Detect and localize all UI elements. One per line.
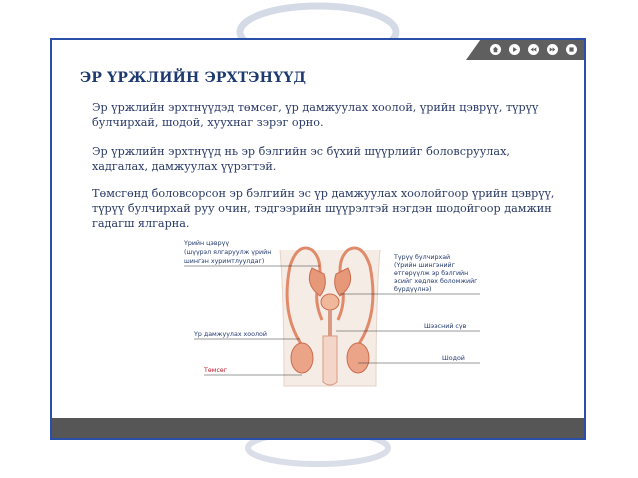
prostate	[321, 294, 339, 310]
stop-button[interactable]	[566, 44, 577, 55]
label-seminal-vesicle-desc-2: шингэн хуримтлуулдаг)	[184, 258, 265, 265]
reproductive-diagram	[180, 236, 486, 390]
label-seminal-vesicle: Үрийн цэврүү	[184, 240, 230, 247]
testis-right	[347, 343, 369, 373]
bottom-bar	[52, 418, 584, 438]
home-icon	[492, 46, 499, 53]
paragraph-2: Эр үржлийн эрхтнүүд нь эр бэлгийн эс бүхий шүүрлийг боловсруулах, хадгалах, дамжуулах үүрэгтэй.	[92, 145, 510, 173]
label-seminal-vesicle-desc-1: (шүүрэл ялгаруулж үрийн	[184, 249, 272, 256]
label-testis: Төмсөг	[204, 367, 228, 374]
label-prostate-desc-4: бүрдүүлнэ)	[394, 286, 432, 293]
label-prostate: Түрүү булчирхай	[394, 254, 451, 261]
paragraph-3: Төмсгөнд боловсорсон эр бэлгийн эс үр дамжуулах хоолойгоор үрийн цэврүү, түрүү булчирхай руу очин, тэдгээрийн шүүрэлтэй нэгдэн шодойгоор дамжин гадагш ялгарна.	[92, 187, 555, 230]
home-button[interactable]	[490, 44, 501, 55]
label-penis: Шодой	[442, 355, 465, 362]
label-prostate-desc-3: эсийг хөдлөх боломжийг	[394, 278, 478, 285]
penis	[323, 336, 337, 385]
play-button[interactable]	[509, 44, 520, 55]
label-prostate-desc-2: өтгөрүүлж эр бэлгийн	[394, 270, 469, 277]
testis-left	[291, 343, 313, 373]
fast-forward-button[interactable]	[547, 44, 558, 55]
paragraph-1: Эр үржлийн эрхтнүүдэд төмсөг, үр дамжуулах хоолой, үрийн цэврүү, түрүү булчирхай, шодой, хуухнаг зэрэг орно.	[92, 101, 539, 129]
slide-window	[50, 38, 586, 440]
stop-icon	[568, 46, 575, 53]
fast-forward-icon	[549, 46, 556, 53]
label-prostate-desc-1: (Үрийн шингэнийг	[394, 262, 455, 269]
rewind-button[interactable]	[528, 44, 539, 55]
label-vas-deferens: Үр дамжуулах хоолой	[194, 331, 267, 338]
slide-title: ЭР ҮРЖЛИЙН ЭРХТЭНҮҮД	[80, 70, 307, 86]
navigation-bar	[466, 40, 584, 60]
label-urethra: Шээсний сүв	[424, 323, 467, 330]
rewind-icon	[530, 46, 537, 53]
play-icon	[511, 46, 518, 53]
